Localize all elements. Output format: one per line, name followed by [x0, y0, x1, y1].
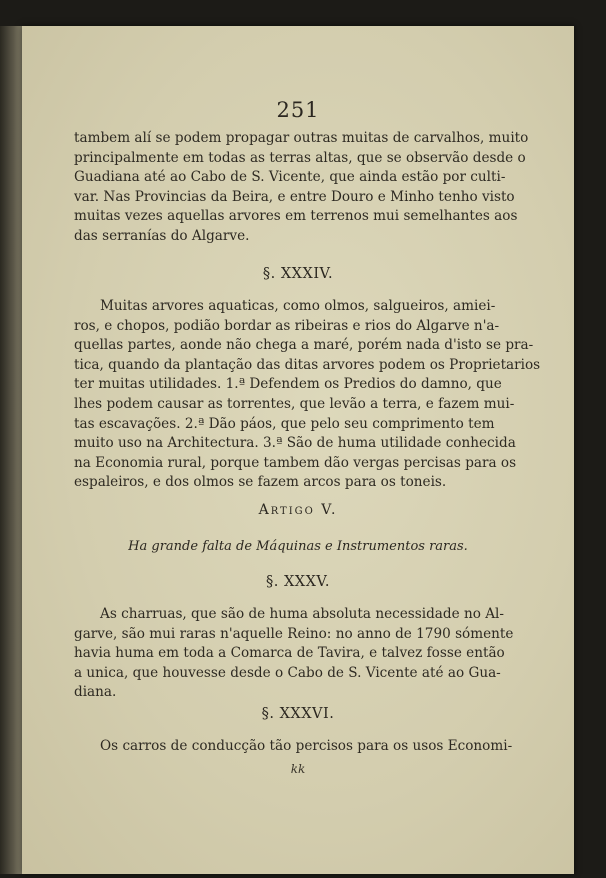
text-line: lhes podem causar as torrentes, que levão a terra, e fazem mui-	[74, 396, 515, 412]
section-heading-xxxiv: §. XXXIV.	[262, 266, 334, 282]
text-line: havia huma em toda a Comarca de Tavira, e talvez fosse então	[74, 645, 505, 662]
text-line: principalmente em todas as terras altas, que se observão desde o	[74, 149, 526, 166]
text-line: tambem alí se podem propagar outras muitas de carvalhos, muito	[74, 130, 529, 146]
text-line: Os carros de conducção tão percisos para os usos Economi-	[100, 738, 513, 754]
text-line: das serranías do Algarve.	[74, 227, 250, 244]
text-line: var. Nas Provincias da Beira, e entre Douro e Minho tenho visto	[74, 188, 515, 205]
text-line: garve, são mui raras n'aquelle Reino: no anno de 1790 sómente	[74, 625, 514, 642]
text-line: diana.	[74, 684, 117, 701]
section-heading-xxxv: §. XXXV.	[266, 574, 330, 590]
text-line: espaleiros, e dos olmos se fazem arcos para os toneis.	[74, 474, 447, 491]
text-line: ros, e chopos, podião bordar as ribeiras e rios do Algarve n'a-	[74, 317, 500, 334]
text-line: na Economia rural, porque tambem dão vergas percisas para os	[74, 454, 517, 471]
signature-mark: kk	[290, 762, 306, 776]
book-gutter-edge	[0, 26, 24, 874]
text-line: tica, quando da plantação das ditas arvores podem os Proprietarios	[74, 356, 541, 373]
text-line: quellas partes, aonde não chega a maré, porém nada d'isto se pra-	[74, 337, 534, 354]
section-heading-xxxvi: §. XXXVI.	[261, 706, 335, 722]
page-number: 251	[276, 98, 320, 122]
text-line: a unica, que houvesse desde o Cabo de S. Vicente até ao Gua-	[74, 664, 501, 681]
article-heading: Artigo V.	[258, 502, 338, 518]
text-line: Muitas arvores aquaticas, como olmos, salgueiros, amiei-	[100, 298, 496, 314]
article-subtitle: Ha grande falta de Máquinas e Instrumentos raras.	[128, 539, 468, 554]
text-line: muito uso na Architectura. 3.ª São de huma utilidade conhecida	[74, 435, 516, 452]
text-line: Guadiana até ao Cabo de S. Vicente, que ainda estão por culti-	[74, 169, 506, 185]
text-line: muitas vezes aquellas arvores em terrenos mui semelhantes aos	[74, 208, 518, 224]
text-line: ter muitas utilidades. 1.ª Defendem os Predios do damno, que	[74, 376, 502, 393]
text-line: tas escavações. 2.ª Dão páos, que pelo seu comprimento tem	[74, 415, 495, 432]
text-line: As charruas, que são de huma absoluta necessidade no Al-	[100, 606, 504, 622]
book-page	[22, 26, 574, 874]
